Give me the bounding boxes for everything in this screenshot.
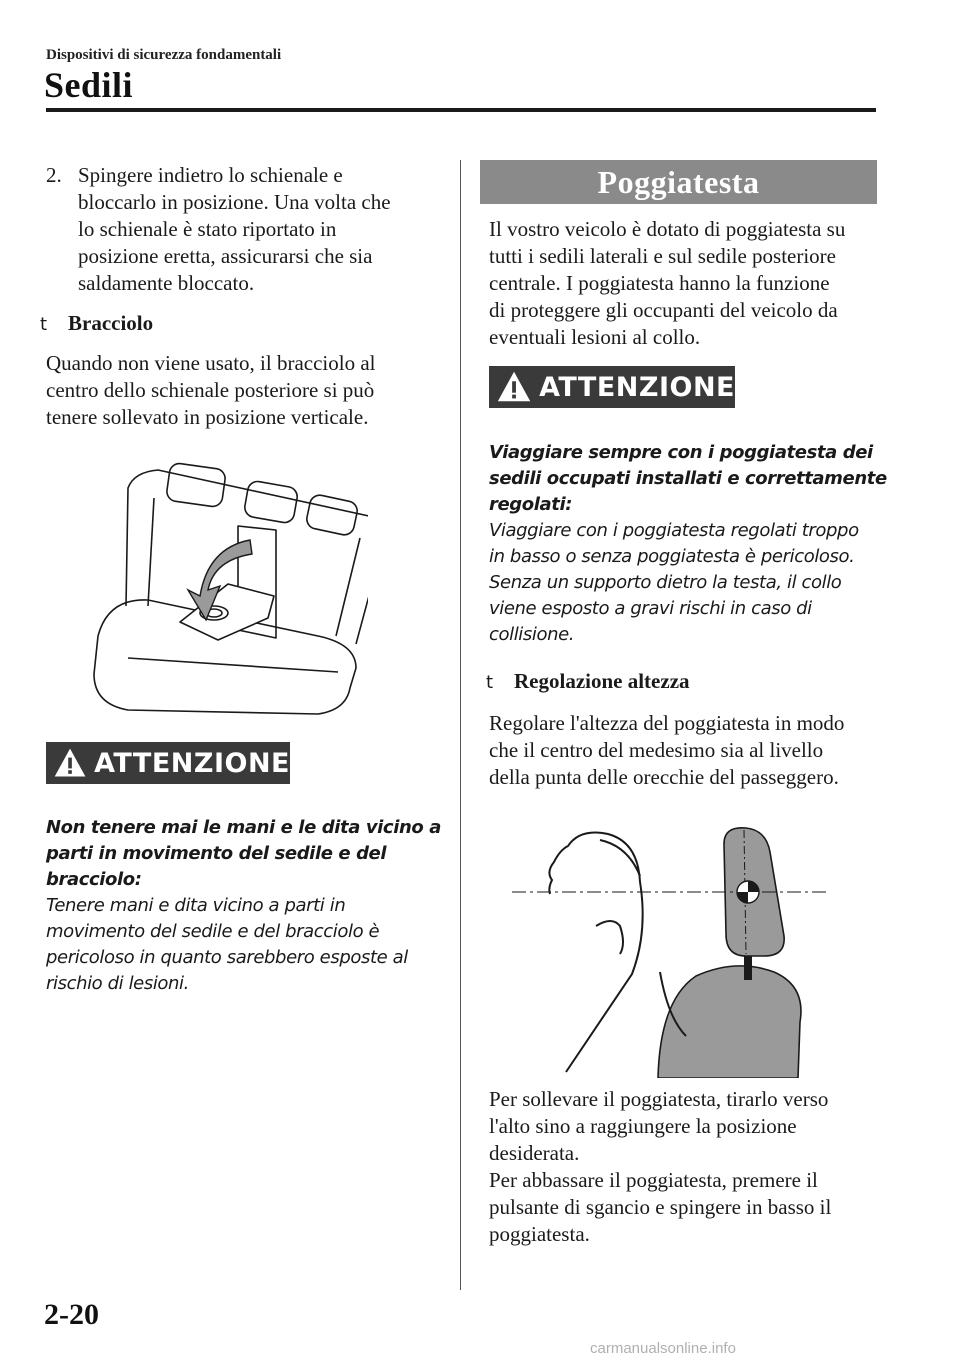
warning-bold-line: bracciolo: <box>46 869 142 890</box>
warning-text-left <box>46 815 446 997</box>
closing-line: pulsante di sgancio e spingere in basso il <box>489 1195 832 1219</box>
warning-badge-right <box>489 366 735 408</box>
warning-line: Tenere mani e dita vicino a parti in <box>46 895 346 916</box>
subheading-regolazione <box>486 669 690 694</box>
intro-line: di proteggere gli occupanti del veicolo da <box>489 298 838 322</box>
paragraph-line: tenere sollevato in posizione verticale. <box>46 405 369 429</box>
step-line: lo schienale è stato riportato in <box>78 217 337 241</box>
warning-line: in basso o senza poggiatesta è pericoloso. <box>489 546 855 567</box>
step-line: Spingere indietro lo schienale e <box>78 163 343 187</box>
step-number: 2. <box>46 163 62 187</box>
bracciolo-paragraph <box>46 350 446 431</box>
warning-line: movimento del sedile e del bracciolo è <box>46 921 380 942</box>
watermark: carmanualsonline.info <box>590 1340 736 1357</box>
closing-line: Per sollevare il poggiatesta, tirarlo verso <box>489 1087 829 1111</box>
intro-line: centrale. I poggiatesta hanno la funzione <box>489 271 830 295</box>
section-label: Dispositivi di sicurezza fondamentali <box>46 47 282 63</box>
warning-line: rischio di lesioni. <box>46 973 189 994</box>
warning-badge-label: ATTENZIONE <box>539 371 735 403</box>
warning-line: collisione. <box>489 624 575 645</box>
subheading-label: Regolazione altezza <box>514 669 690 693</box>
intro-line: Il vostro veicolo è dotato di poggiatesta su <box>489 217 846 241</box>
paragraph-line: che il centro del medesimo sia al livello <box>489 738 824 762</box>
page-number: 2-20 <box>44 1298 99 1331</box>
intro-line: tutti i sedili laterali e sul sedile posteriore <box>489 244 836 268</box>
paragraph-line: della punta delle orecchie del passeggero. <box>489 765 839 789</box>
paragraph-line: centro dello schienale posteriore si può <box>46 378 375 402</box>
title-rule <box>46 108 876 112</box>
warning-bold-line: parti in movimento del sedile e del <box>46 843 387 864</box>
closing-paragraph <box>489 1086 889 1248</box>
subheading-label: Bracciolo <box>68 311 154 335</box>
intro-paragraph <box>489 216 889 351</box>
step-line: bloccarlo in posizione. Una volta che <box>78 190 391 214</box>
closing-line: Per abbassare il poggiatesta, premere il <box>489 1168 818 1192</box>
warning-bold-line: Non tenere mai le mani e le dita vicino a <box>46 817 441 838</box>
page-title: Sedili <box>44 65 134 105</box>
warning-text-right <box>489 440 889 648</box>
step-line: posizione eretta, assicurarsi che sia <box>78 244 373 268</box>
rear-seat-armrest-illustration <box>88 458 368 720</box>
warning-line: pericoloso in quanto sarebbero esposte al <box>46 947 408 968</box>
warning-bold-line: sedili occupati installati e correttamente <box>489 468 887 489</box>
regolazione-paragraph <box>489 710 889 791</box>
closing-line: desiderata. <box>489 1141 580 1165</box>
subheading-bracciolo <box>40 311 153 336</box>
warning-line: Senza un supporto dietro la testa, il collo <box>489 572 842 593</box>
closing-line: l'alto sino a raggiungere la posizione <box>489 1114 797 1138</box>
section-banner-poggiatesta: Poggiatesta <box>480 160 877 204</box>
headrest-height-illustration <box>508 822 838 1078</box>
column-divider <box>460 160 461 1290</box>
bullet-marker: t <box>40 314 48 335</box>
warning-badge-left <box>46 742 290 784</box>
warning-badge-label: ATTENZIONE <box>94 747 290 779</box>
warning-bold-line: regolati: <box>489 494 573 515</box>
paragraph-line: Regolare l'altezza del poggiatesta in modo <box>489 711 845 735</box>
warning-bold-line: Viaggiare sempre con i poggiatesta dei <box>489 442 873 463</box>
warning-line: Viaggiare con i poggiatesta regolati troppo <box>489 520 859 541</box>
step-2 <box>46 162 436 297</box>
warning-line: viene esposto a gravi rischi in caso di <box>489 598 812 619</box>
warning-triangle-icon <box>52 743 88 783</box>
intro-line: eventuali lesioni al collo. <box>489 325 701 349</box>
step-line: saldamente bloccato. <box>78 271 255 295</box>
warning-triangle-icon <box>495 367 533 407</box>
paragraph-line: Quando non viene usato, il bracciolo al <box>46 351 376 375</box>
bullet-marker: t <box>486 672 494 693</box>
closing-line: poggiatesta. <box>489 1222 590 1246</box>
